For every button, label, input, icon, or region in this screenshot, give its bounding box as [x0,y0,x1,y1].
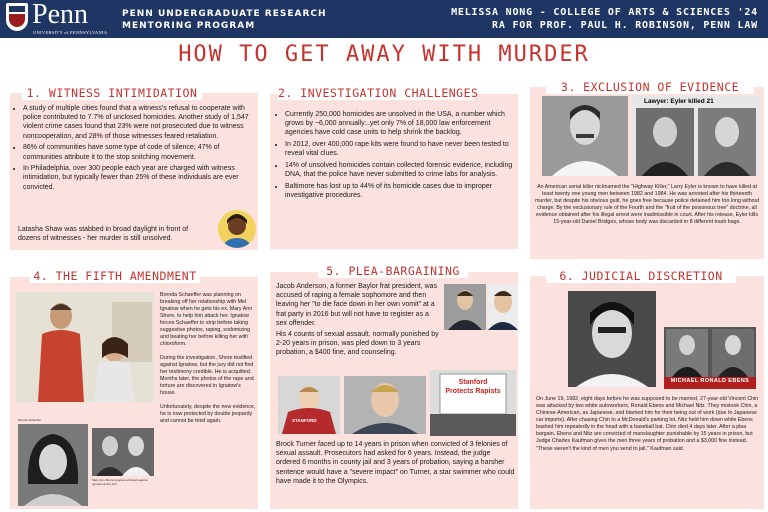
shield-icon [6,3,28,31]
anderson-paragraph-2: His 4 counts of sexual assault, normally punished by 2-20 years in prison, was pled down to 3 years probation, a $400 fine, and counseling. [276,331,439,357]
section-title-5: 5. PLEA-BARGAINING [318,264,468,278]
bullet-item: • Currently 250,000 homicides are unsolved in the USA, a number which grows by ~6,000 annually...yet only 7% of 18,000 law enforcement agencies have cold case units to help shrink the backlog. [285,110,516,138]
schaeffer-ignatow-photo [16,292,154,402]
protest-sign-text: Stanford Protects Rapists [445,379,501,395]
bullet-item: • In 2012, over 400,000 rape kits were found to have never been tested to reveal vital clues. [285,140,516,158]
news-headline: Lawyer: Eyler killed 21 [644,98,714,105]
eyler-description: An American serial killer nicknamed the "Highway Killer," Larry Eyler is known to have killed at least twenty one young men between 1982 and 1984. He was arrested after his thirteenth murder, but despite his obvious guilt, he goes free because police detained him too long without charge. By the exclusionary rule of the Fourth and the "fruit of the poisonous tree" doctrine, all evidence obtained after his illegal arrest were inadmissible in court. After his release, Eyler kills 15-year-old Daniel Bridges, whose body was discarded in 8 different trash bags. [534,184,760,225]
latasha-note: Latasha Shaw was stabbed in broad daylight in front of dozens of witnesses - her murder is still unsolved. [18,226,189,243]
section-title-6: 6. JUDICIAL DISCRETION [546,269,736,283]
header-bar [0,0,768,38]
stanford-shirt-text: STANFORD [292,418,317,423]
turner-text: Brock Turner faced up to 14 years in prison when convicted of 3 felonies of sexual assault. Prosecutors had asked for 6 years. Instead, the judge ordered 6 months in county jail and 3 years of probation, saying a harsher sentence would have a "severe impact" on Turner, a star swimmer who could have made it to the Olympics. [276,441,515,485]
jacob-anderson-photo-2 [488,284,518,330]
section-title-3: 3. EXCLUSION OF EVIDENCE [546,80,754,94]
anderson-paragraph-1: Jacob Anderson, a former Baylor frat president, was accused of raping a female sophomore and then leaving her "to die face down in her own vomit" at a frat party in 2016 but will not have to register as a sex offender. [276,283,438,327]
bullet-item: • In Philadelphia, over 300 people each year are charged with witness intimidation, but typically fewer than 25% of these individuals are ever convicted. [23,164,256,192]
schaeffer-caption: Brenda Schaeffer [18,418,42,422]
bullet-item: • Baltimore has lost up to 44% of its homicide cases due to improper investigative procedures. [285,182,516,200]
program-line-1: PENN UNDERGRADUATE RESEARCH [122,9,327,19]
logo-name: Penn [32,0,88,30]
section-title-1: 1. WITNESS INTIMIDATION [22,86,202,100]
author-info [451,6,758,32]
vincent-chin-photo [568,291,656,387]
bullet-item: • 14% of unsolved homicides contain collected forensic evidence, including DNA, that the police have never submitted to crime labs for analysis. [285,161,516,179]
shore-ignatow-photo [92,428,154,476]
kaufman-quote: "These weren't the kind of men you send to jail," Kaufman said. [536,446,685,452]
investigation-bullets [276,110,516,203]
logo-subtitle: UNIVERSITY of PENNSYLVANIA [33,30,108,35]
author-line-2: RA FOR PROF. PAUL H. ROBINSON, PENN LAW [492,20,758,31]
program-line-2: MENTORING PROGRAM [122,21,256,31]
ebens-nitz-photo [664,327,756,389]
brock-turner-photo-2 [344,376,426,434]
stanford-protest-photo [430,370,516,436]
bullet-item: • A study of multiple cities found that a witness's refusal to cooperate with police contributed to 7.7% of unclosed homicides. Another study of 1,547 violent crime cases found that 23% were not prosecuted due to witness noncooperation, and 28% of those witnesses feared retaliation. [23,104,256,141]
section-title-2: 2. INVESTIGATION CHALLENGES [278,86,479,100]
larry-eyler-photo [542,96,628,176]
schaeffer-paragraph-1: Brenda Schaeffer was planning on breaking off her relationship with Mel Ignatow when he gets his ex, Mary Ann Shore, to help him attack her. Ignatow forces Schaeffer to strip before taking suggestive photos, raping, sodomizing and beating her before killing her with chloroform. [160,292,253,347]
latasha-shaw-photo [218,210,256,248]
brenda-schaeffer-photo [18,424,88,506]
witness-bullets [14,104,256,194]
penn-logo [6,0,116,35]
poster-title: HOW TO GET AWAY WITH MURDER [178,42,590,67]
program-name [122,8,327,32]
shore-caption: Mary Ann Shore Ignatow admitted against Ignatow at the trial [92,478,148,486]
schaeffer-paragraph-2: During the investigation, Shore testified against Ignatow, but the jury did not find her testimony credible. He is acquitted. Months later, the photos of the rape and torture are discovered in Ignatow's house. [160,355,254,396]
schaeffer-paragraph-3: Unfortunately, despite the new evidence, he is now protected by double jeopardy and cannot be tried again. [160,404,256,424]
news-clipping-photo [632,96,760,176]
brock-turner-photo-1 [278,376,340,434]
section-title-4: 4. THE FIFTH AMENDMENT [30,269,200,283]
jacob-anderson-photo-1 [444,284,486,330]
ebens-nitz-names: MICHAEL RONALD EBENS [670,378,750,384]
author-line-1: MELISSA NONG - COLLEGE OF ARTS & SCIENCES '24 [451,7,758,18]
schaeffer-story [160,292,256,425]
vincent-chin-story [536,396,760,453]
anderson-text [276,282,440,358]
bullet-item: • 86% of communities have some type of code of silence; 47% of communities attribute it to the stop snitching movement. [23,143,256,161]
chin-paragraph: On June 19, 1982, eight days before he was supposed to be married, 27-year-old Vincent Chin was attacked by two white autoworkers, Ronald Ebens and Michael Nitz. They mistook Chin, a Chinese-American, as Japanese, and blamed him for their being out of work (due to Japanese car imports). After chasing Chin to a McDonald's parking lot, Nitz held him down while Ebens bashed him repeatedly in the head with a baseball bat. Chin died 4 days later. After a plea bargain, Ebens and Nitz are convicted of manslaughter punishable by 15 years in prison, but Judge Charles Kaufman gives the men three years of probation and a $3,000 fine instead. [536,396,759,444]
